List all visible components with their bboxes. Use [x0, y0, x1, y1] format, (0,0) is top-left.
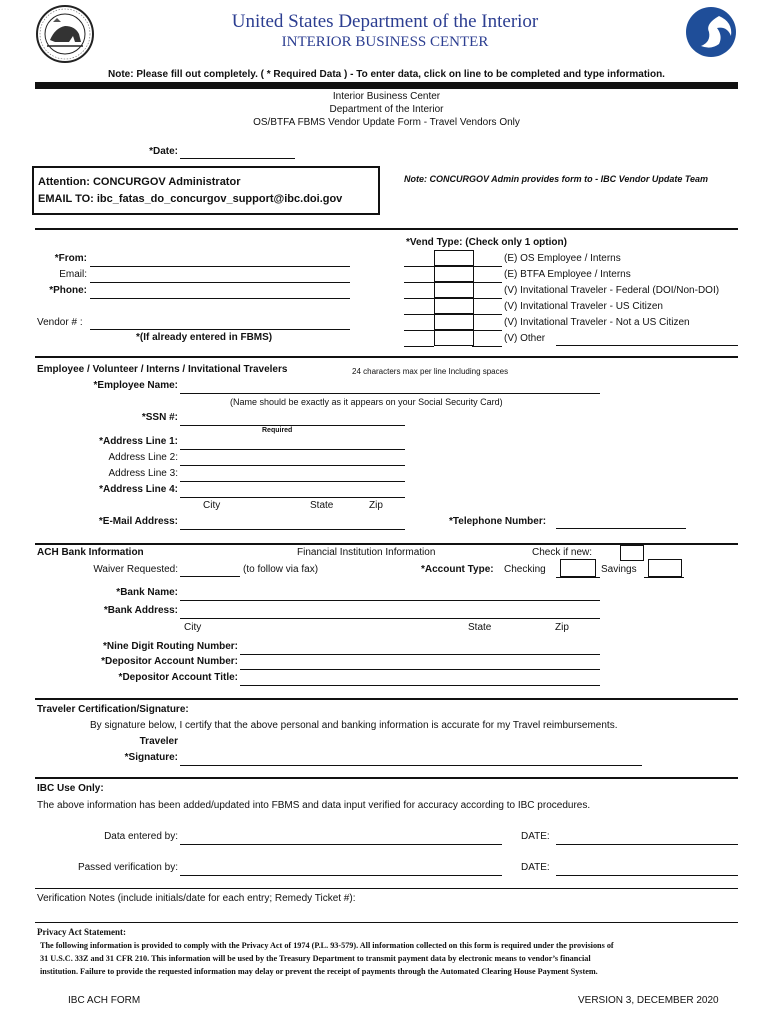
privacy-title: Privacy Act Statement: [37, 927, 126, 937]
footer-version: VERSION 3, DECEMBER 2020 [578, 995, 719, 1006]
waiver-label: Waiver Requested: [93, 564, 178, 575]
employee-name-label: *Employee Name: [93, 380, 178, 391]
account-number-input[interactable] [240, 669, 600, 670]
form-title: OS/BTFA FBMS Vendor Update Form - Travel Vendors Only [253, 117, 520, 128]
from-label: *From: [54, 253, 87, 264]
checking-checkbox[interactable] [560, 559, 596, 577]
vend-option-line [472, 330, 502, 331]
address-line4-input[interactable] [180, 497, 405, 498]
ibc-use-title: IBC Use Only: [37, 783, 104, 794]
privacy-line1: The following information is provided to comply with the Privacy Act of 1974 (P.L. 93-579). All information collected on this form is required under the provisions of [40, 941, 614, 950]
account-title-label: *Depositor Account Title: [118, 672, 238, 683]
vend-option-line [404, 346, 434, 347]
attention-note: Note: CONCURGOV Admin provides form to - IBC Vendor Update Team [404, 174, 709, 184]
employee-phone-label: *Telephone Number: [449, 516, 547, 527]
account-type-label: *Account Type: [421, 564, 494, 575]
vend-option-line [472, 282, 502, 283]
ach-section-title: ACH Bank Information [37, 547, 144, 558]
check-if-new-label: Check if new: [532, 547, 593, 558]
ssn-input[interactable] [180, 425, 405, 426]
attention-box [32, 166, 380, 215]
vend-option-checkbox[interactable] [434, 314, 474, 330]
verification-notes-label: Verification Notes (include initials/date for each entry; Remedy Ticket #): [37, 893, 356, 904]
routing-label: *Nine Digit Routing Number: [103, 641, 238, 652]
employee-phone-input[interactable] [556, 528, 686, 529]
ibc-bison-logo-icon [685, 6, 737, 58]
privacy-line2: 31 U.S.C. 33Z and 31 CFR 210. This information will be used by the Treasury Department to transmit payment data by electronic means to vendor’s financial [40, 954, 591, 963]
vend-option-label: (E) BTFA Employee / Interns [504, 269, 631, 280]
doi-seal-icon [35, 4, 95, 64]
ibc-use-text: The above information has been added/updated into FBMS and data input verified for accuracy according to IBC procedures. [37, 800, 591, 811]
passed-verification-date-input[interactable] [556, 875, 738, 876]
bank-address-label: *Bank Address: [103, 605, 178, 616]
header-note: Note: Please fill out completely. ( * Required Data ) - To enter data, click on line to be completed and type information. [108, 69, 665, 80]
signature-input[interactable] [180, 765, 642, 766]
checking-label: Checking [504, 564, 546, 575]
footer-form-name: IBC ACH FORM [68, 995, 141, 1006]
bank-address-input[interactable] [180, 618, 600, 619]
employee-email-label: *E-Mail Address: [98, 516, 178, 527]
phone-input[interactable] [90, 298, 350, 299]
data-entered-label: Data entered by: [104, 831, 178, 842]
vend-option-label: (E) OS Employee / Interns [504, 253, 621, 264]
bank-state-label: State [468, 622, 492, 633]
address-line3-input[interactable] [180, 481, 405, 482]
data-entered-date-input[interactable] [556, 844, 738, 845]
bank-name-label: *Bank Name: [116, 587, 178, 598]
contact-divider [35, 356, 738, 358]
vend-option-line [404, 314, 434, 315]
vend-option-label: (V) Other [504, 333, 546, 344]
attention-divider [35, 228, 738, 230]
vend-option-line [404, 282, 434, 283]
org-line1: Interior Business Center [332, 91, 441, 102]
vend-option-label: (V) Invitational Traveler - Federal (DOI/Non-DOI) [504, 285, 720, 296]
char-limit-note: 24 characters max per line Including spaces [352, 367, 509, 376]
savings-checkbox[interactable] [648, 559, 682, 577]
vend-option-checkbox[interactable] [434, 330, 474, 346]
waiver-hint: (to follow via fax) [243, 564, 319, 575]
address-state-label: State [310, 500, 334, 511]
employee-email-input[interactable] [180, 529, 405, 530]
vend-other-input[interactable] [556, 345, 738, 346]
vend-option-line [404, 266, 434, 267]
center-title: INTERIOR BUSINESS CENTER [281, 34, 489, 50]
vend-option-checkbox[interactable] [434, 266, 474, 282]
certification-text: By signature below, I certify that the above personal and banking information is accurate for my Travel reimbursements. [90, 720, 618, 731]
fi-info-label: Financial Institution Information [297, 547, 436, 558]
account-number-label: *Depositor Account Number: [101, 656, 238, 667]
passed-verification-label: Passed verification by: [77, 862, 178, 873]
vendor-input[interactable] [90, 329, 350, 330]
email-label: Email: [59, 269, 87, 280]
address-city-label: City [203, 500, 221, 511]
phone-label: *Phone: [49, 285, 87, 296]
employee-section-title: Employee / Volunteer / Interns / Invitational Travelers [37, 364, 288, 375]
address-line4-label: *Address Line 4: [99, 484, 178, 495]
routing-input[interactable] [240, 654, 600, 655]
attention-line2: EMAIL TO: ibc_fatas_do_concurgov_support@ibc.doi.gov [38, 193, 343, 205]
email-input[interactable] [90, 282, 350, 283]
employee-name-input[interactable] [180, 393, 600, 394]
employee-name-hint: (Name should be exactly as it appears on your Social Security Card) [230, 397, 503, 407]
vend-option-line [404, 330, 434, 331]
check-if-new-checkbox[interactable] [620, 545, 644, 561]
checking-underline [556, 577, 600, 578]
waiver-input[interactable] [180, 576, 240, 577]
ibc-use-divider [35, 888, 738, 889]
passed-verification-input[interactable] [180, 875, 502, 876]
address-line2-label: Address Line 2: [108, 452, 178, 463]
verification-notes-divider [35, 922, 738, 923]
savings-underline [644, 577, 684, 578]
bank-city-label: City [184, 622, 202, 633]
address-line1-input[interactable] [180, 449, 405, 450]
signature-label-line2: *Signature: [124, 752, 178, 763]
certification-divider [35, 777, 738, 779]
vendor-hint: *(If already entered in FBMS) [136, 332, 273, 343]
date-input[interactable] [180, 158, 295, 159]
address-zip-label: Zip [369, 500, 383, 511]
vend-option-line [472, 266, 502, 267]
from-input[interactable] [90, 266, 350, 267]
privacy-line3: institution. Failure to provide the requested information may delay or prevent the receipt of payments through the Automated Clearing House Payment System. [40, 967, 598, 976]
bank-name-input[interactable] [180, 600, 600, 601]
passed-verification-date-label: DATE: [521, 862, 550, 873]
bank-zip-label: Zip [555, 622, 569, 633]
vend-type-title: *Vend Type: (Check only 1 option) [406, 237, 567, 248]
vend-option-line [404, 298, 434, 299]
vend-option-label: (V) Invitational Traveler - US Citizen [504, 301, 663, 312]
address-line3-label: Address Line 3: [108, 468, 178, 479]
ssn-required: Required [262, 427, 293, 434]
date-label: *Date: [149, 146, 178, 157]
address-line1-label: *Address Line 1: [99, 436, 178, 447]
signature-label-line1: Traveler [139, 736, 178, 747]
ssn-label: *SSN #: [141, 412, 178, 423]
dept-title: United States Department of the Interior [231, 11, 539, 32]
org-line2: Department of the Interior [329, 104, 444, 115]
certification-title: Traveler Certification/Signature: [37, 704, 189, 715]
vend-option-checkbox[interactable] [434, 282, 474, 298]
vend-option-label: (V) Invitational Traveler - Not a US Citizen [504, 317, 690, 328]
vend-option-checkbox[interactable] [434, 250, 474, 266]
vend-option-line [472, 346, 502, 347]
vend-option-line [472, 314, 502, 315]
vend-option-line [472, 298, 502, 299]
data-entered-input[interactable] [180, 844, 502, 845]
vendor-label: Vendor # : [37, 317, 83, 328]
header-thick-rule [35, 82, 738, 89]
savings-label: Savings [601, 564, 637, 575]
address-line2-input[interactable] [180, 465, 405, 466]
data-entered-date-label: DATE: [521, 831, 550, 842]
account-title-input[interactable] [240, 685, 600, 686]
attention-line1: Attention: CONCURGOV Administrator [38, 176, 241, 188]
ach-divider [35, 698, 738, 700]
vend-option-checkbox[interactable] [434, 298, 474, 314]
